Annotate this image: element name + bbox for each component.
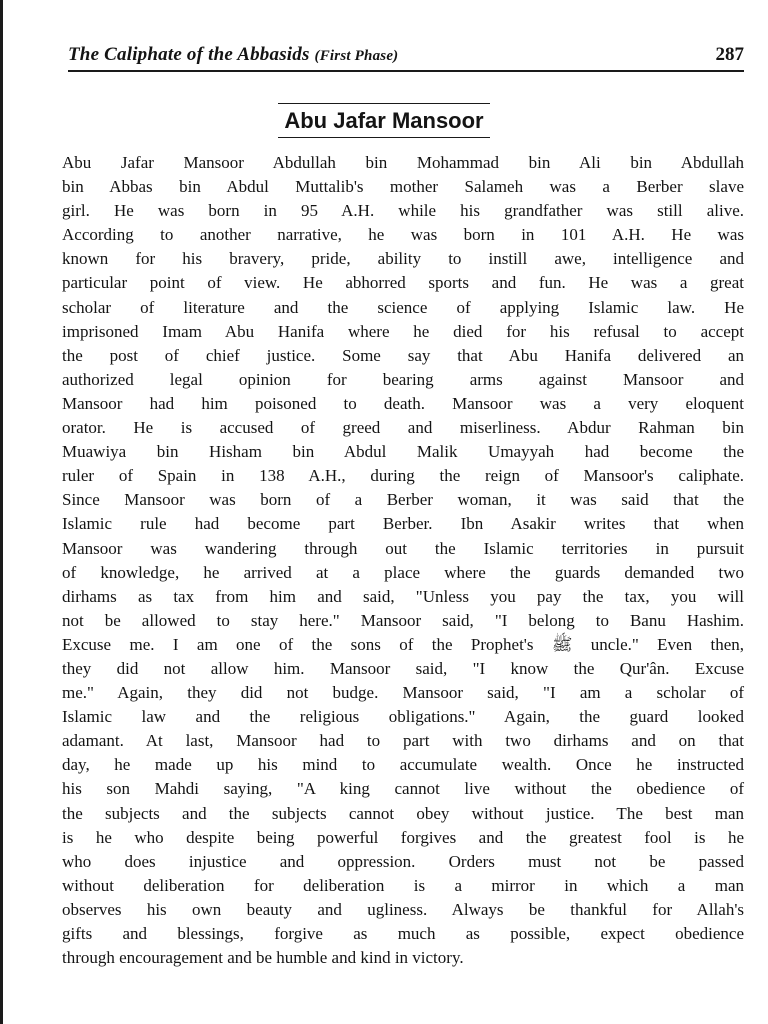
section-heading: Abu Jafar Mansoor [278,103,489,138]
text-line: bin Abbas bin Abdul Muttalib's mother Salameh was a Berber slave [62,177,744,197]
text-line: According to another narrative, he was born in 101 A.H. He was [62,225,744,245]
running-title: The Caliphate of the Abbasids (First Phase) [68,44,399,65]
text-line: me." Again, they did not budge. Mansoor said, "I am a scholar of [62,683,744,703]
text-line: the subjects and the subjects cannot obey without justice. The best man [62,803,744,823]
text-line: of knowledge, he arrived at a place where the guards demanded two [62,562,744,582]
text-line: the post of chief justice. Some say that Abu Hanifa delivered an [62,345,744,365]
text-line: observes his own beauty and ugliness. Always be thankful for Allah's [62,899,744,919]
text-line: Excuse me. I am one of the sons of the Prophet's ﷺ uncle." Even then, [62,634,744,654]
text-line: known for his bravery, pride, ability to instill awe, intelligence and [62,249,744,269]
text-line: imprisoned Imam Abu Hanifa where he died for his refusal to accept [62,321,744,341]
body-paragraph [62,151,744,970]
text-line: without deliberation for deliberation is a mirror in which a man [62,875,744,895]
text-line: particular point of view. He abhorred sports and fun. He was a great [62,273,744,293]
text-line: girl. He was born in 95 A.H. while his grandfather was still alive. [62,201,744,221]
text-line: dirhams as tax from him and said, "Unless you pay the tax, you will [62,586,744,606]
text-line: Mansoor was wandering through out the Islamic territories in pursuit [62,538,744,558]
text-line: is he who despite being powerful forgives and the greatest fool is he [62,827,744,847]
text-line: his son Mahdi saying, "A king cannot live without the obedience of [62,779,744,799]
text-line: Islamic law and the religious obligations." Again, the guard looked [62,707,744,727]
text-line: Islamic rule had become part Berber. Ibn Asakir writes that when [62,514,744,534]
page-number: 287 [715,44,744,65]
text-line: Abu Jafar Mansoor Abdullah bin Mohammad bin Ali bin Abdullah [62,153,744,172]
text-line: Since Mansoor was born of a Berber woman, it was said that the [62,490,744,510]
text-line: authorized legal opinion for bearing arms against Mansoor and [62,369,744,389]
text-line: not be allowed to stay here." Mansoor said, "I belong to Banu Hashim. [62,610,744,630]
text-line: they did not allow him. Mansoor said, "I know the Qur'ân. Excuse [62,658,744,678]
text-line: who does injustice and oppression. Orders must not be passed [62,851,744,871]
text-line: ruler of Spain in 138 A.H., during the reign of Mansoor's caliphate. [62,466,744,486]
text-line: orator. He is accused of greed and miserliness. Abdur Rahman bin [62,418,744,438]
text-line: day, he made up his mind to accumulate wealth. Once he instructed [62,755,744,775]
section-heading-container [0,103,768,138]
running-header [68,40,744,72]
text-line: through encouragement and be humble and kind in victory. [62,948,464,968]
text-line: Mansoor had him poisoned to death. Mansoor was a very eloquent [62,393,744,413]
page-scan-edge [0,0,3,1024]
text-line: scholar of literature and the science of applying Islamic law. He [62,297,744,317]
text-line: gifts and blessings, forgive as much as possible, expect obedience [62,924,744,943]
text-line: adamant. At last, Mansoor had to part with two dirhams and on that [62,731,744,751]
text-line: Muawiya bin Hisham bin Abdul Malik Umayyah had become the [62,442,744,462]
